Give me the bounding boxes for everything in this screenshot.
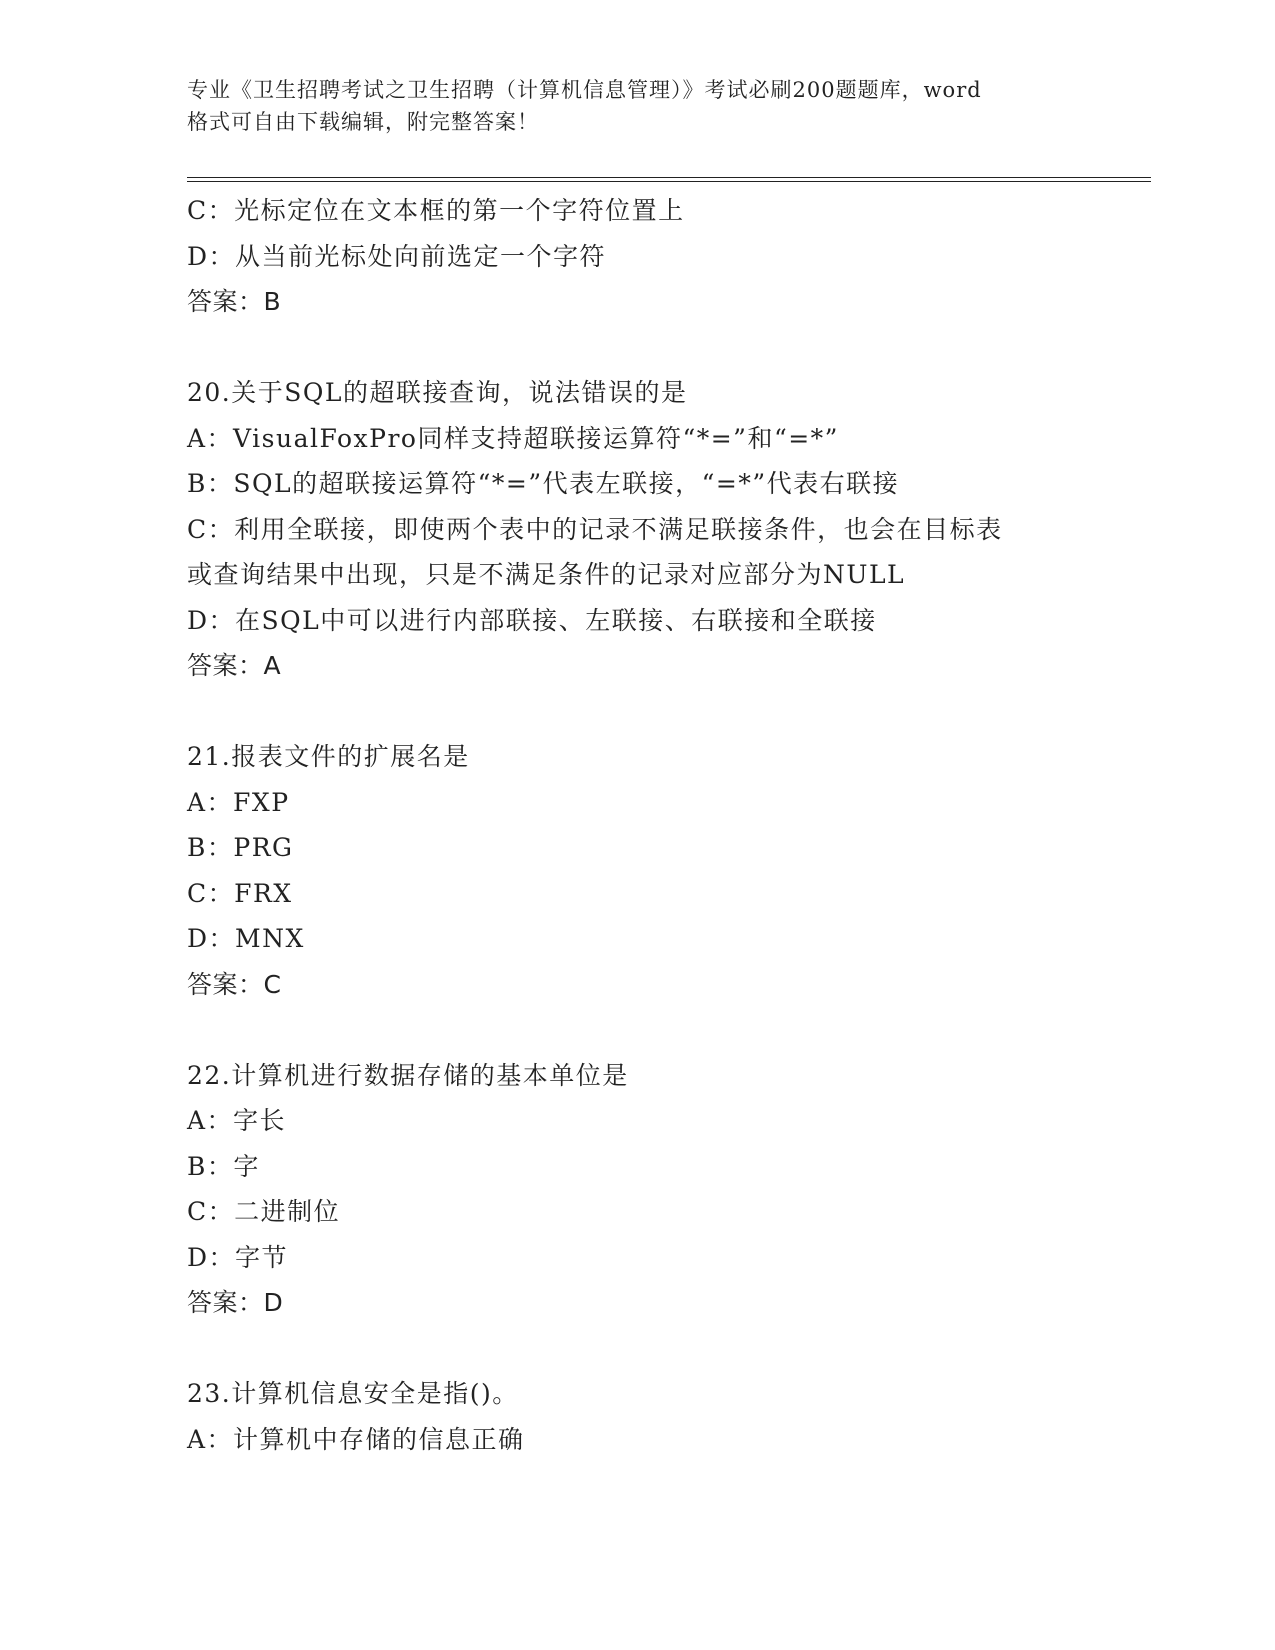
- question-21: [187, 734, 1087, 1007]
- option-a: A：FXP: [187, 787, 290, 817]
- answer-value: D: [263, 1288, 284, 1317]
- answer-value: A: [263, 651, 282, 680]
- answer-label: 答案：: [187, 969, 264, 999]
- option-c: C：光标定位在文本框的第一个字符位置上: [187, 196, 685, 225]
- option-d: D：在SQL中可以进行内部联接、左联接、右联接和全联接: [187, 605, 877, 635]
- option-c: C：FRX: [187, 878, 293, 908]
- question-22: [187, 1053, 1087, 1326]
- answer-line: [187, 1280, 1087, 1326]
- question-stem: 23.计算机信息安全是指()。: [187, 1379, 519, 1408]
- option-a: A：VisualFoxPro同样支持超联接运算符“*=”和“=*”: [187, 423, 839, 453]
- header-double-rule: [187, 177, 1151, 182]
- question-gap: [187, 1007, 1087, 1053]
- option-d: D：从当前光标处向前选定一个字符: [187, 241, 607, 271]
- question-stem: 22.计算机进行数据存储的基本单位是: [187, 1060, 629, 1090]
- answer-value: C: [263, 969, 282, 999]
- option-c: C：二进制位: [187, 1197, 341, 1226]
- question-20: [187, 370, 1087, 689]
- header-title-line-2: 格式可自由下载编辑，附完整答案！: [187, 110, 539, 134]
- option-b: B：SQL的超联接运算符“*=”代表左联接，“=*”代表右联接: [187, 469, 900, 498]
- document-header: [187, 74, 1087, 138]
- answer-line: [187, 279, 1087, 325]
- option-c: C：利用全联接，即使两个表中的记录不满足联接条件，也会在目标表: [187, 514, 1003, 544]
- answer-line: [187, 643, 1087, 689]
- option-d: D：MNX: [187, 924, 305, 953]
- option-b: B：PRG: [187, 833, 294, 862]
- answer-line: [187, 962, 1087, 1008]
- answer-label: 答案：: [187, 1288, 264, 1317]
- header-title-line-1: 专业《卫生招聘考试之卫生招聘（计算机信息管理）》考试必刷200题题库，word: [187, 78, 982, 102]
- question-gap: [187, 1326, 1087, 1372]
- answer-label: 答案：: [187, 287, 264, 316]
- option-b: B：字: [187, 1151, 260, 1181]
- answer-value: B: [263, 287, 282, 316]
- question-stem: 20.关于SQL的超联接查询，说法错误的是: [187, 378, 688, 407]
- option-c-continued: 或查询结果中出现，只是不满足条件的记录对应部分为NULL: [187, 560, 906, 589]
- question-stem: 21.报表文件的扩展名是: [187, 742, 470, 771]
- question-gap: [187, 325, 1087, 371]
- question-partial: [187, 188, 1087, 325]
- option-d: D：字节: [187, 1242, 289, 1272]
- question-gap: [187, 689, 1087, 735]
- question-list: [187, 188, 1087, 1462]
- option-a: A：字长: [187, 1106, 287, 1135]
- question-23: [187, 1371, 1087, 1462]
- option-a: A：计算机中存储的信息正确: [187, 1424, 525, 1454]
- answer-label: 答案：: [187, 651, 264, 680]
